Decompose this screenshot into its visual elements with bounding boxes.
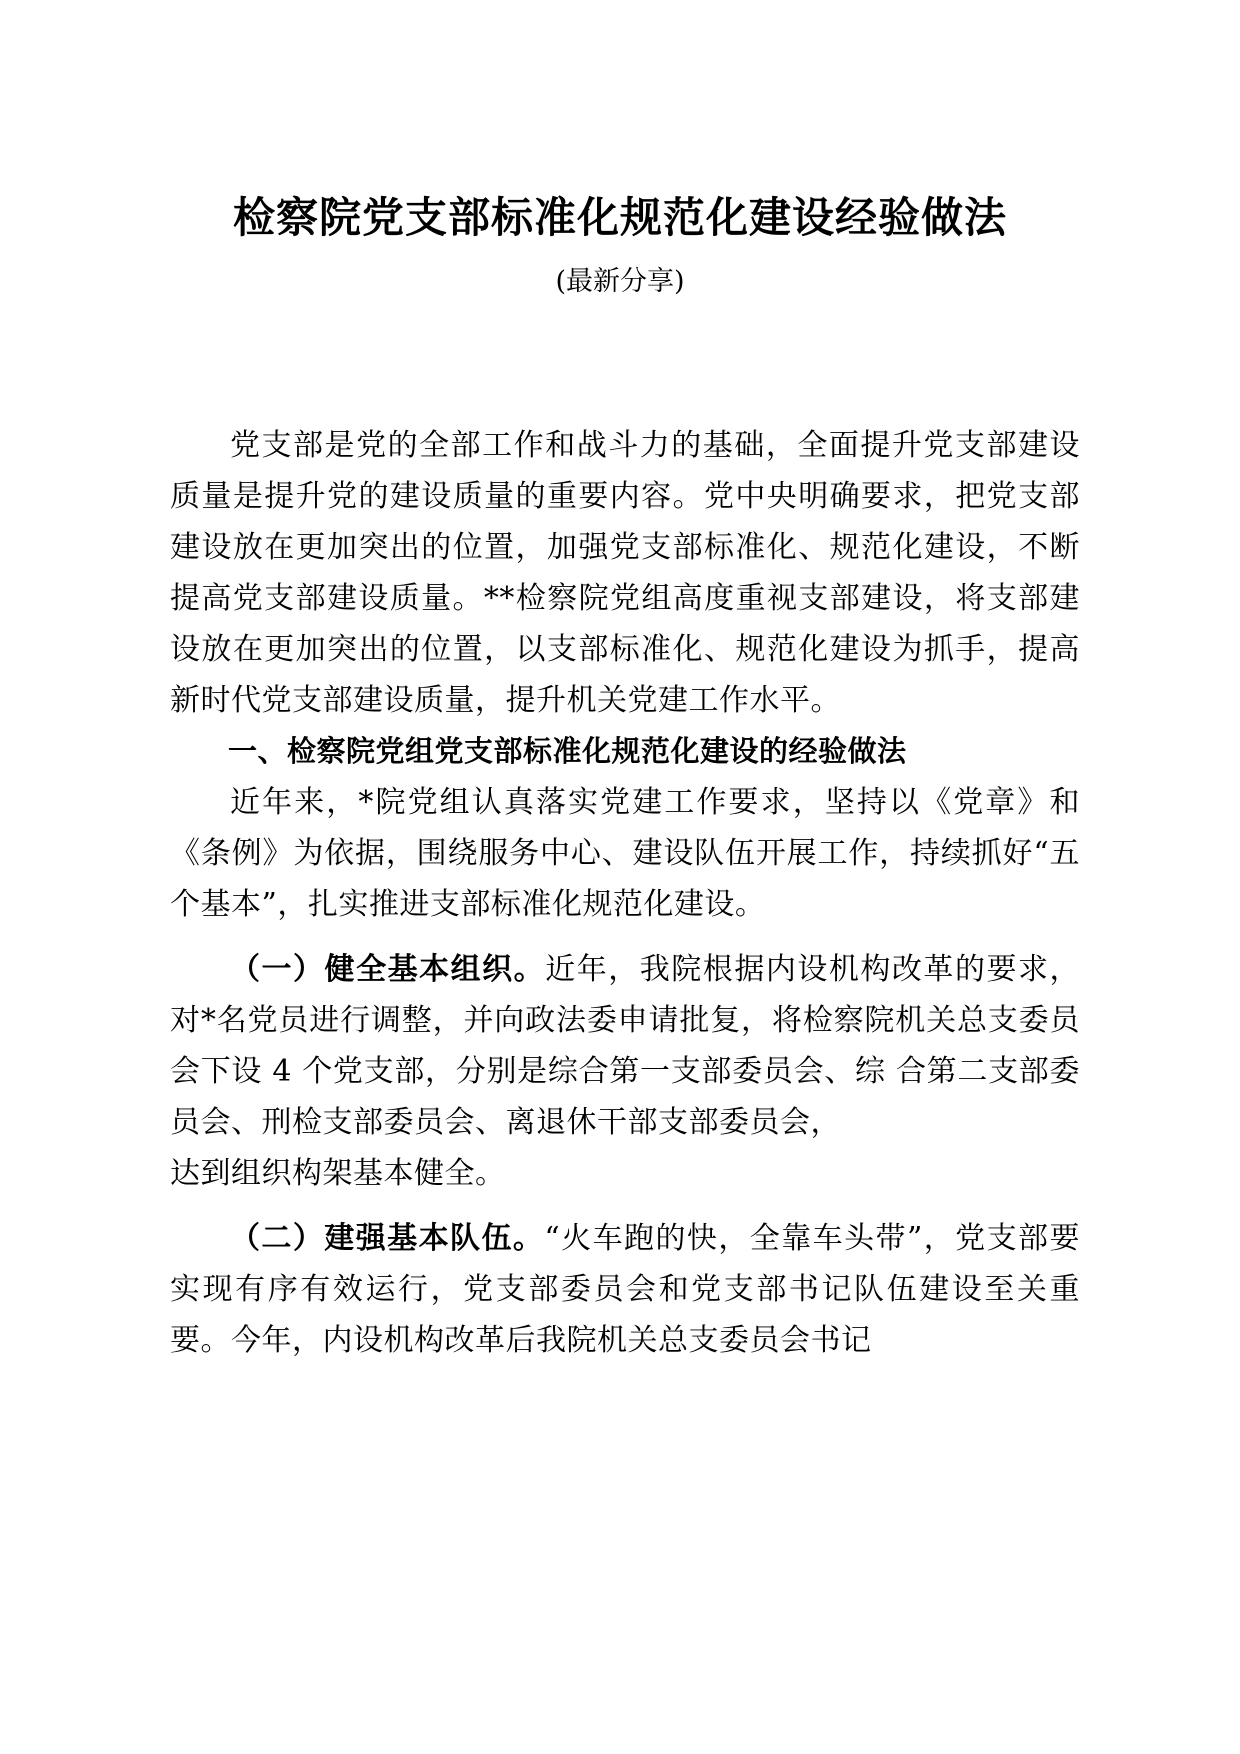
document-subtitle: (最新分享) — [555, 266, 685, 297]
document-title: 检察院党支部标准化规范化建设经验做法 — [232, 193, 1007, 242]
subsection-2-heading: （二）建强基本队伍。 — [230, 1221, 545, 1256]
section-heading: 一、检察院党组党支部标准化规范化建设的经验做法 — [228, 734, 907, 768]
subsection-2-text: “火车跑的快，全靠车头带”，党支部要实现有序有效运行，党支部委员会和党支部书记队伍建设至关重要。今年，内设机构改革后我院机关总支委员会书记 — [170, 1221, 1080, 1358]
section-intro-paragraph: 近年来，*院党组认真落实党建工作要求，坚持以《党章》和《条例》为依据，围绕服务中心、建设队伍开展工作，持续抓好“五个基本”，扎实推进支部标准化规范化建设。 — [170, 785, 1080, 922]
subsection-1-text: 近年，我院根据内设机构改革的要求，对*名党员进行调整，并向政法委申请批复，将检察院机关总支委员会下设 4 个党支部，分别是综合第一支部委员会、综 合第二支部委员会、刑检支部委员会、离退休干部支部委员会， — [170, 952, 1081, 1140]
intro-paragraph: 党支部是党的全部工作和战斗力的基础，全面提升党支部建设质量是提升党的建设质量的重要内容。党中央明确要求，把党支部建设放在更加突出的位置，加强党支部标准化、规范化建设，不断提高党支部建设质量。**检察院党组高度重视支部建设，将支部建设放在更加突出的位置，以支部标准化、规范化建设为抓手，提高新时代党支部建设质量，提升机关党建工作水平。 — [170, 428, 1080, 718]
subsection-1-heading: （一）健全基本组织。 — [230, 952, 546, 987]
subsection-1-paragraph — [170, 944, 1080, 1148]
subsection-1-tail: 达到组织构架基本健全。 — [170, 1156, 506, 1191]
document-body — [170, 420, 1080, 1366]
subsection-2-paragraph — [170, 1213, 1080, 1366]
